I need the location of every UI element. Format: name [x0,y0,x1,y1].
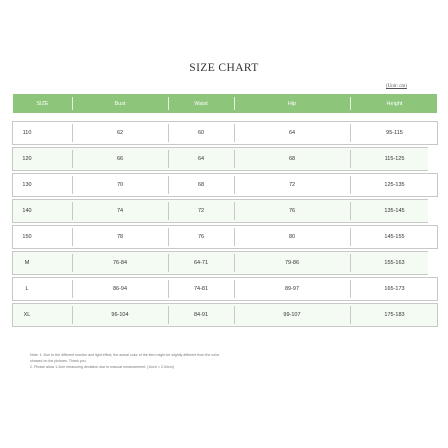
cell-size: 110 [22,130,32,136]
table-row [12,277,438,301]
cell-height: 125-135 [384,182,405,188]
cell-height: 135-145 [384,208,405,214]
table-row [12,173,438,197]
cell-height: 165-173 [384,286,405,292]
cell-bust: 78 [116,234,124,240]
table-row [12,121,438,145]
cell-waist: 84-91 [193,312,209,318]
cell-height: 95-115 [386,130,403,136]
table-row [12,199,428,223]
cell-height: 115-125 [384,156,405,162]
header-hip: Hip [287,100,297,107]
cell-waist: 68 [197,182,205,188]
cell-hip: 80 [288,234,296,240]
cell-bust: 62 [116,130,124,136]
cell-waist: 60 [197,130,205,136]
size-chart-title: SIZE CHART [189,62,259,74]
cell-hip: 99-107 [283,312,301,318]
cell-size: 140 [22,208,32,214]
table-row [12,147,428,171]
cell-bust: 86-94 [112,286,128,292]
cell-hip: 76 [288,208,296,214]
notes [30,352,430,370]
cell-waist: 72 [197,208,205,214]
header-bust: Bust [114,100,126,107]
table-row [12,251,428,275]
cell-size: XL [23,312,31,318]
cell-size: 150 [22,234,32,240]
cell-height: 175-183 [384,312,405,318]
cell-hip: 68 [288,156,296,162]
cell-hip: 64 [288,130,296,136]
cell-hip: 72 [288,182,296,188]
cell-waist: 74-81 [193,286,209,292]
cell-hip: 79-86 [284,260,300,266]
cell-bust: 74 [116,208,124,214]
cell-waist: 64-71 [193,260,209,266]
cell-size: 130 [22,182,32,188]
unit-label: (Unit: cm) [386,84,407,89]
table-row [12,225,438,249]
cell-bust: 96-104 [111,312,129,318]
note-line: 2. Please allow 1-3cm measuring deviation due to manual measurement. (1inch = 2.54cm) [30,365,174,369]
note-line: showed on the pictures. Thank you. [30,359,87,363]
table-header-row [12,93,438,114]
cell-height: 155-163 [384,260,405,266]
cell-size: L [25,286,29,292]
header-size: SIZE [36,100,49,107]
header-waist: Waist [194,100,208,107]
cell-hip: 89-97 [284,286,300,292]
cell-size: M [24,260,30,266]
cell-size: 120 [22,156,32,162]
note-line: Note: 1. Due to the different monitor and light effect, the actual color of the item might be slightly different from the color [30,353,220,357]
cell-bust: 76-84 [112,260,128,266]
cell-bust: 66 [116,156,124,162]
cell-waist: 64 [197,156,205,162]
cell-height: 145-155 [384,234,405,240]
cell-bust: 70 [116,182,124,188]
cell-waist: 76 [197,234,205,240]
table-row [12,303,438,327]
header-height: Height [386,100,403,107]
